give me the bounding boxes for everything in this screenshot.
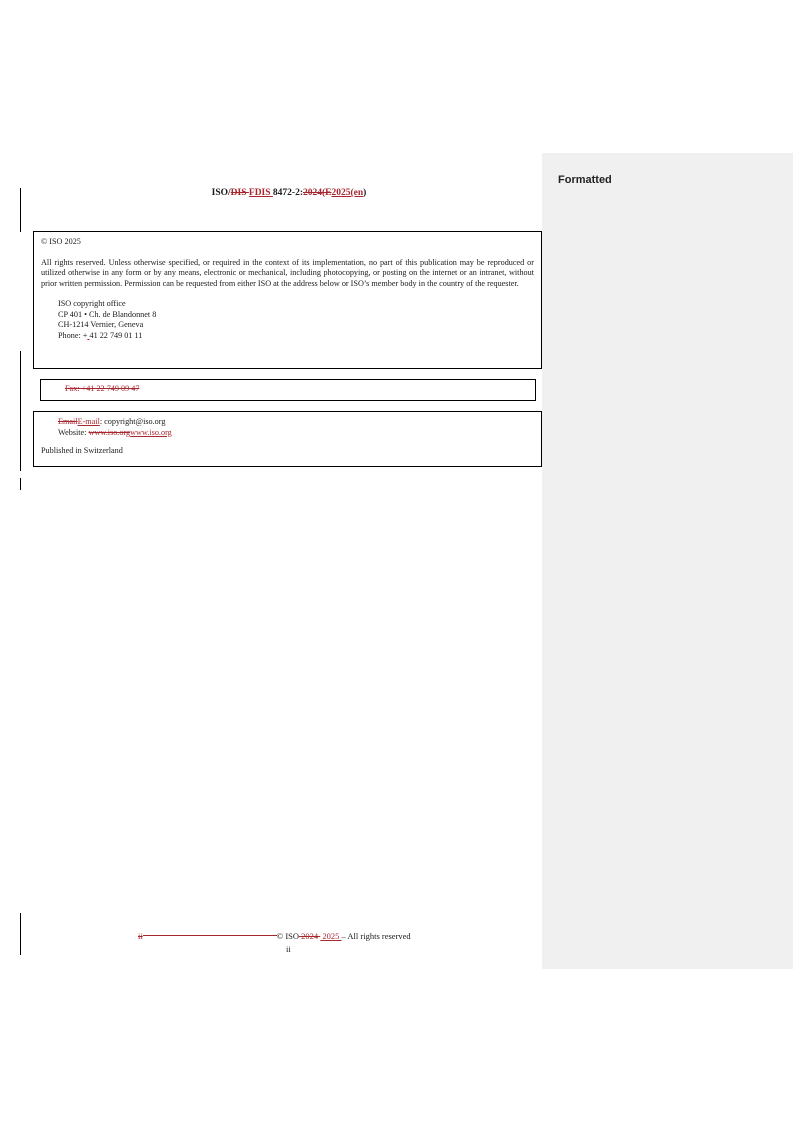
deleted-fax[interactable]: Fax: +41 22 749 09 47 <box>65 384 140 393</box>
inserted-stage[interactable]: FDIS <box>248 188 273 198</box>
published-in: Published in Switzerland <box>41 446 123 455</box>
website-line <box>58 428 534 439</box>
address-block <box>41 299 534 341</box>
change-bar <box>20 478 21 490</box>
header-number: 8472-2: <box>272 188 303 198</box>
deleted-email-label[interactable]: Email <box>58 417 78 426</box>
phone-label: Phone: + <box>58 330 88 340</box>
footer-copyright: © ISO <box>276 931 300 941</box>
deleted-page-number[interactable]: ii <box>138 931 143 941</box>
fax-box <box>40 379 536 401</box>
inserted-email-label[interactable]: E-mail <box>77 417 100 426</box>
comment-pane[interactable] <box>542 153 793 969</box>
phone-line <box>58 331 534 342</box>
deleted-footer-year[interactable]: 2024 <box>299 931 321 941</box>
footer-row <box>138 931 411 942</box>
deleted-year[interactable]: 2024(E <box>303 188 332 198</box>
website-label: Website: <box>58 427 89 437</box>
inserted-footer-year[interactable]: 2025 <box>320 931 342 941</box>
inserted-website-link[interactable]: www.iso.org <box>130 427 172 437</box>
rights-paragraph: All rights reserved. Unless otherwise specified, or required in the context of its implementation, no part of this publication may be reproduced or utilized otherwise in any form or by any means, electronic or mechanical, including photocopying, or posting on the internet or an intranet, without prior written permission. Permission can be requested from either ISO at the address below or ISO’s member body in the country of the requester. <box>41 257 534 288</box>
change-bar <box>20 351 21 471</box>
copyright-box <box>33 231 542 369</box>
contact-lines <box>41 417 534 438</box>
address-line: CP 401 • Ch. de Blandonnet 8 <box>58 309 157 319</box>
deleted-website[interactable]: www.iso.org <box>88 427 131 437</box>
email-line <box>58 417 534 428</box>
change-bar <box>20 913 21 955</box>
header-prefix: ISO/ <box>211 188 231 198</box>
address-line: ISO copyright office <box>58 299 126 308</box>
contact-box <box>33 411 542 467</box>
header-suffix: ) <box>363 188 367 198</box>
copyright-line: © ISO 2025 <box>41 237 81 246</box>
email-value: : copyright@iso.org <box>99 417 166 426</box>
phone-number: 41 22 749 01 11 <box>89 330 143 340</box>
footer-page-number: ii <box>286 944 291 954</box>
page-footer <box>138 931 411 942</box>
deleted-stage[interactable]: DIS <box>230 188 249 198</box>
inserted-year[interactable]: 2025(en <box>331 188 364 198</box>
address-line: CH-1214 Vernier, Geneva <box>58 320 144 329</box>
comment-pane-title: Formatted <box>558 174 612 186</box>
footer-rights: – All rights reserved <box>341 931 411 941</box>
deleted-tab-rule <box>143 935 277 936</box>
document-header <box>0 188 578 198</box>
